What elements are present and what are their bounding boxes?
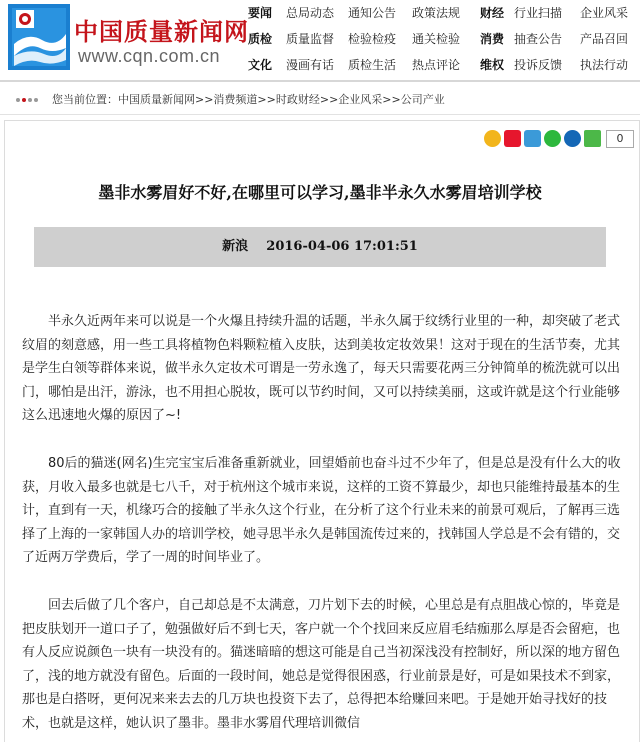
share-count[interactable]: 0 — [606, 130, 634, 148]
nav-row-3 — [242, 52, 640, 78]
nav-link[interactable]: 总局动态 — [286, 6, 335, 20]
article-paragraph — [22, 452, 626, 570]
wechat-icon[interactable] — [544, 130, 561, 147]
weibo-icon[interactable] — [504, 130, 521, 147]
renren-icon[interactable] — [564, 130, 581, 147]
qzone-icon[interactable] — [484, 130, 501, 147]
breadcrumb-text[interactable]: 您当前位置：中国质量新闻网>>消费频道>>时政财经>>企业风采>>公司产业 — [52, 93, 445, 106]
tencent-weibo-icon[interactable] — [524, 130, 541, 147]
top-nav — [242, 0, 640, 78]
nav-category-rights[interactable]: 维权 — [480, 58, 505, 72]
article-datetime: 2016-04-06 17:01:51 — [266, 239, 418, 254]
header-divider — [0, 80, 640, 82]
article-title: 墨非水雾眉好不好,在哪里可以学习,墨非半永久水雾眉培训学校 — [98, 183, 542, 202]
article-paragraph — [22, 594, 626, 735]
logo-mark-icon — [8, 4, 70, 70]
site-header — [0, 0, 640, 80]
location-dots-icon — [14, 94, 42, 106]
article-source: 新浪 — [222, 239, 249, 254]
paragraph-text: 半永久近两年来可以说是一个火爆且持续升温的话题，半永久属于纹绣行业里的一种，却突破了老式纹眉的刻意感，用一些工具将植物色料颗粒植入皮肤，达到美妆定妆效果！这对于现在的生活节奏，尤其是学生白领等群体来说，做半永久定妆术可谓是一劳永逸了，每天只需要花两三分钟简单的梳洗就可以出门，哪怕是出汗，游泳，也不用担心脱妆，既可以节约时间，又可以持续美丽，这或许就是这个行业能够这么迅速地火爆的原因了~! — [22, 314, 621, 423]
nav-row-2 — [242, 26, 640, 52]
nav-link[interactable]: 热点评论 — [412, 58, 461, 72]
paragraph-text: 80后的猫迷(网名)生完宝宝后准备重新就业，回望婚前也奋斗过不少年了，但是总是没有什么大的收获，月收入最多也就是七八千，对于杭州这个城市来说，这样的工资不算最少，却也只能维持最基本的生计，直到有一天，机缘巧合的接触了半永久这个行业，在分析了这个行业未来的前景可观后，了解再三选择了上海的一家韩国人办的培训学校，她寻思半永久是韩国流传过来的，找韩国人学总是不会有错的，交了近两万学费后，学了一周的时间毕业了。 — [22, 456, 621, 565]
nav-category-culture[interactable]: 文化 — [248, 58, 273, 72]
nav-link[interactable]: 投诉反馈 — [514, 58, 563, 72]
nav-link[interactable]: 检验检疫 — [348, 32, 397, 46]
nav-link[interactable]: 行业扫描 — [514, 6, 563, 20]
logo-name: 中国质量新闻网 — [74, 18, 249, 46]
nav-link[interactable]: 抽查公告 — [514, 32, 563, 46]
paragraph-text: 回去后做了几个客户，自己却总是不太满意，刀片划下去的时候，心里总是有点胆战心惊的，毕竟是把皮肤划开一道口子了，勉强做好后不到七天，客户就一个个找回来反应眉毛结痂那么厚是否会留疤，也有人反应说颜色一块有一块没有的。猫迷暗暗的想这可能是自己当初深浅没有控制好，所以深的地方留色了，浅的地方就没有留色。后面的一段时间，她总是觉得很困惑，行业前景是好，可是如果技术不到家，那也是白搭呀，更何况来来去去的几万块也投资下去了，总得把本给赚回来吧。于是她开始寻找好的技术，也就是这样，她认识了墨非。墨非水雾眉代理培训微信 — [22, 598, 621, 731]
nav-category-news[interactable]: 要闻 — [248, 6, 273, 20]
article-meta — [34, 227, 606, 267]
breadcrumb-divider — [0, 114, 640, 115]
article-paragraph — [22, 310, 626, 428]
nav-link[interactable]: 产品召回 — [580, 32, 629, 46]
breadcrumb — [0, 88, 640, 112]
nav-link[interactable]: 政策法规 — [412, 6, 461, 20]
nav-link[interactable]: 执法行动 — [580, 58, 629, 72]
nav-row-1 — [242, 0, 640, 26]
site-logo[interactable] — [8, 4, 249, 74]
nav-category-inspection[interactable]: 质检 — [248, 32, 273, 46]
nav-link[interactable]: 漫画有话 — [286, 58, 335, 72]
nav-link[interactable]: 质量监督 — [286, 32, 335, 46]
logo-url: www.cqn.com.cn — [78, 46, 221, 66]
nav-link[interactable]: 企业风采 — [580, 6, 629, 20]
nav-link[interactable]: 通关检验 — [412, 32, 461, 46]
article-meta-bar — [34, 227, 606, 267]
nav-link[interactable]: 通知公告 — [348, 6, 397, 20]
more-share-icon[interactable] — [584, 130, 601, 147]
nav-category-consumer[interactable]: 消费 — [480, 32, 505, 46]
nav-link[interactable]: 质检生活 — [348, 58, 397, 72]
nav-category-finance[interactable]: 财经 — [480, 6, 505, 20]
